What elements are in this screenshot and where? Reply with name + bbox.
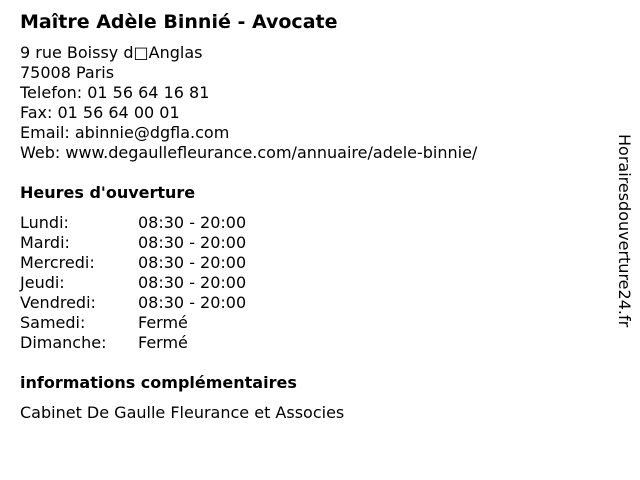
address-line-2: 75008 Paris — [20, 63, 115, 82]
hours-row-wednesday — [20, 253, 600, 273]
business-title: Maître Adèle Binnié - Avocate — [20, 11, 338, 33]
hours-row-thursday — [20, 273, 600, 293]
hours-row-friday — [20, 293, 600, 313]
email-line: Email: abinnie@dgfla.com — [20, 123, 230, 142]
website-line: Web: www.degaullefleurance.com/annuaire/adele-binnie/ — [20, 143, 478, 162]
day-label: Lundi: — [20, 213, 69, 232]
hours-row-saturday — [20, 313, 600, 333]
time-value: Fermé — [138, 333, 188, 352]
time-value: 08:30 - 20:00 — [138, 293, 247, 312]
phone-line: Telefon: 01 56 64 16 81 — [20, 83, 210, 102]
time-value: Fermé — [138, 313, 188, 332]
day-label: Jeudi: — [20, 273, 65, 292]
hours-row-sunday — [20, 333, 600, 353]
time-value: 08:30 - 20:00 — [138, 213, 247, 232]
time-value: 08:30 - 20:00 — [138, 273, 247, 292]
time-value: 08:30 - 20:00 — [138, 233, 247, 252]
contact-block — [20, 43, 600, 163]
day-label: Dimanche: — [20, 333, 107, 352]
address-line-1: 9 rue Boissy d□Anglas — [20, 43, 203, 62]
day-label: Mercredi: — [20, 253, 95, 272]
time-value: 08:30 - 20:00 — [138, 253, 247, 272]
site-watermark: Horairesdouverture24.fr — [615, 134, 634, 328]
hours-row-tuesday — [20, 233, 600, 253]
day-label: Vendredi: — [20, 293, 96, 312]
opening-hours-heading: Heures d'ouverture — [20, 183, 196, 202]
day-label: Mardi: — [20, 233, 70, 252]
additional-info-heading: informations complémentaires — [20, 373, 297, 392]
business-details — [20, 10, 600, 423]
fax-line: Fax: 01 56 64 00 01 — [20, 103, 180, 122]
opening-hours-list — [20, 213, 600, 353]
hours-row-monday — [20, 213, 600, 233]
additional-info-text: Cabinet De Gaulle Fleurance et Associes — [20, 403, 345, 422]
day-label: Samedi: — [20, 313, 86, 332]
